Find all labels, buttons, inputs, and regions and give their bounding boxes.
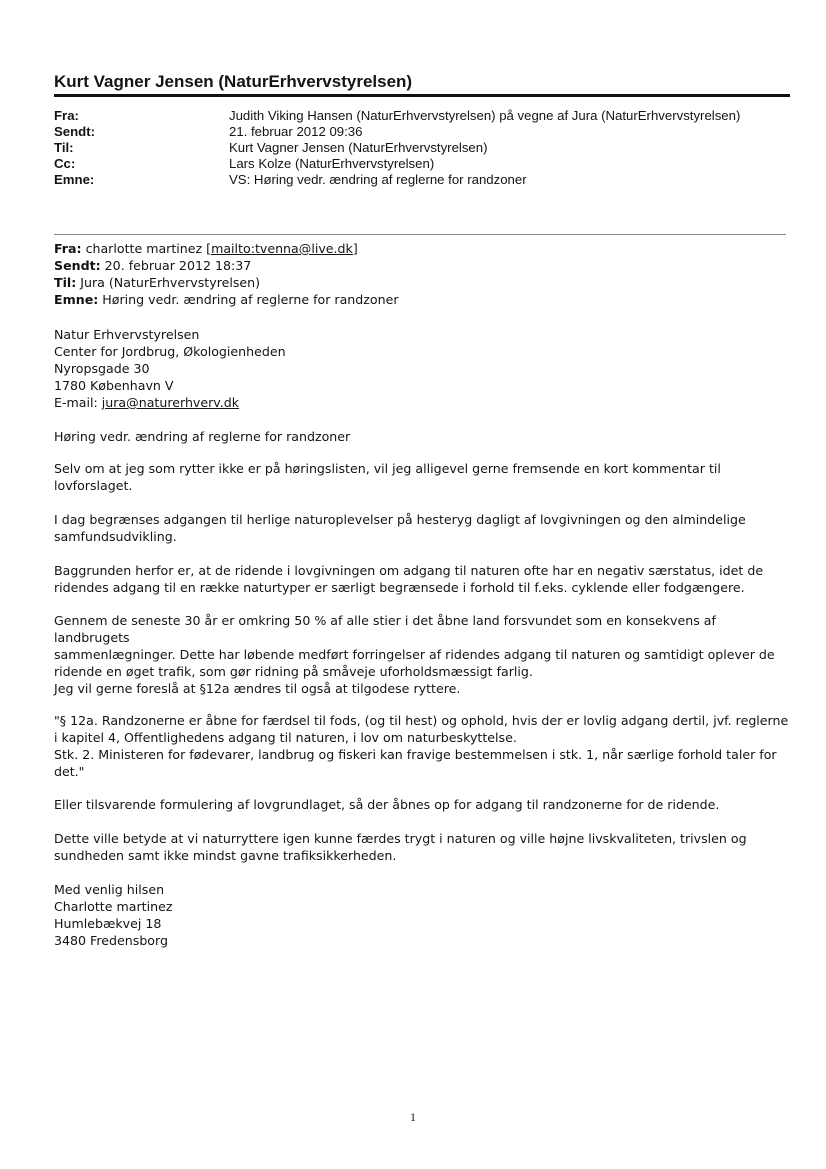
header-row-from — [54, 108, 794, 124]
header-label: Sendt: — [54, 124, 96, 139]
paragraph-line: i kapitel 4, Offentlighedens adgang til naturen, i lov om naturbeskyttelse. — [54, 730, 517, 745]
paragraph-line: samfundsudvikling. — [54, 529, 177, 544]
paragraph-line: Dette ville betyde at vi naturryttere igen kunne færdes trygt i naturen og ville højne livskvaliteten, trivslen og — [54, 831, 747, 846]
email-label: E-mail: — [54, 395, 98, 410]
page-title: Kurt Vagner Jensen (NaturErhvervstyrelsen) — [54, 72, 790, 97]
paragraph-line: Gennem de seneste 30 år er omkring 50 % af alle stier i det åbne land forsvundet som en konsekvens af landbrugets — [54, 613, 716, 645]
forwarded-sent-value: 20. februar 2012 18:37 — [104, 258, 252, 273]
paragraph-5 — [54, 680, 789, 697]
header-value: VS: Høring vedr. ændring af reglerne for randzoner — [229, 172, 527, 187]
header-value: Judith Viking Hansen (NaturErhvervstyrelsen) på vegne af Jura (NaturErhvervstyrelsen) — [229, 108, 741, 123]
signature-city: 3480 Fredensborg — [54, 933, 168, 948]
header-row-sent — [54, 124, 794, 140]
paragraph-line: Jeg vil gerne foreslå at §12a ændres til også at tilgodese ryttere. — [54, 681, 461, 696]
header-label: Emne: — [54, 172, 95, 187]
header-row-to — [54, 140, 794, 156]
signature-street: Humlebækvej 18 — [54, 916, 162, 931]
paragraph-7 — [54, 796, 789, 813]
paragraph-6 — [54, 712, 789, 780]
page-number: 1 — [410, 1110, 416, 1124]
address-line: 1780 København V — [54, 378, 174, 393]
header-label: Fra: — [54, 108, 79, 123]
paragraph-line: Eller tilsvarende formulering af lovgrundlaget, så der åbnes op for adgang til randzonerne for de ridende. — [54, 797, 720, 812]
forwarded-subject-label: Emne: — [54, 292, 99, 307]
paragraph-line: ridendes adgang til en række naturtyper er særligt begrænsede i forhold til f.eks. cyklende eller fodgængere. — [54, 580, 745, 595]
header-label: Til: — [54, 140, 74, 155]
forwarded-from-name: charlotte martinez — [85, 241, 203, 256]
paragraph-line: sammenlægninger. Dette har løbende medført forringelser af ridendes adgang til naturen og samtidigt oplever de — [54, 647, 775, 662]
forwarded-subject-row — [54, 291, 794, 308]
recipient-email-link[interactable]: jura@naturerhverv.dk — [101, 395, 240, 410]
header-value: Lars Kolze (NaturErhvervstyrelsen) — [229, 156, 435, 171]
paragraph-line: lovforslaget. — [54, 478, 133, 493]
signature-name: Charlotte martinez — [54, 899, 173, 914]
header-value: 21. februar 2012 09:36 — [229, 124, 363, 139]
signature-block — [54, 881, 789, 949]
forwarded-to-row — [54, 274, 794, 291]
header-row-subject — [54, 172, 794, 188]
forwarded-to-label: Til: — [54, 275, 77, 290]
paragraph-3 — [54, 562, 789, 596]
recipient-address — [54, 326, 789, 411]
forwarded-subject-value: Høring vedr. ændring af reglerne for randzoner — [102, 292, 399, 307]
paragraph-1 — [54, 460, 789, 494]
header-row-cc — [54, 156, 794, 172]
forwarded-from-label: Fra: — [54, 241, 82, 256]
address-line: Nyropsgade 30 — [54, 361, 150, 376]
paragraph-line: "§ 12a. Randzonerne er åbne for færdsel til fods, (og til hest) og ophold, hvis der er lovlig adgang dertil, jvf. reglerne — [54, 713, 789, 728]
header-separator — [54, 234, 786, 235]
paragraph-2 — [54, 511, 789, 545]
sender-mailto-link[interactable]: [mailto:tvenna@live.dk] — [206, 241, 358, 256]
paragraph-8 — [54, 830, 789, 864]
paragraph-line: ridende en øget trafik, som gør ridning på småveje uforholdsmæssigt farlig. — [54, 664, 533, 679]
paragraph-line: det." — [54, 764, 85, 779]
paragraph-line: I dag begrænses adgangen til herlige naturoplevelser på hesteryg dagligt af lovgivningen og den almindelige — [54, 512, 746, 527]
forwarded-from-row — [54, 240, 794, 257]
forwarded-sent-label: Sendt: — [54, 258, 101, 273]
paragraph-line: Selv om at jeg som rytter ikke er på høringslisten, vil jeg alligevel gerne fremsende en kort kommentar til — [54, 461, 721, 476]
header-label: Cc: — [54, 156, 76, 171]
header-value: Kurt Vagner Jensen (NaturErhvervstyrelsen) — [229, 140, 488, 155]
email-header — [54, 108, 794, 188]
address-line: Natur Erhvervstyrelsen — [54, 327, 200, 342]
forwarded-to-value: Jura (NaturErhvervstyrelsen) — [80, 275, 261, 290]
paragraph-4 — [54, 612, 789, 680]
address-line: Center for Jordbrug, Økologienheden — [54, 344, 286, 359]
paragraph-line: Baggrunden herfor er, at de ridende i lovgivningen om adgang til naturen ofte har en negativ særstatus, idet de — [54, 563, 764, 578]
paragraph-line: sundheden samt ikke mindst gavne trafiksikkerheden. — [54, 848, 397, 863]
subject-line — [54, 428, 789, 445]
forwarded-sent-row — [54, 257, 794, 274]
paragraph-line: Stk. 2. Ministeren for fødevarer, landbrug og fiskeri kan fravige bestemmelsen i stk. 1, når særlige forhold taler for — [54, 747, 777, 762]
email-line — [54, 394, 789, 411]
forwarded-header — [54, 240, 794, 308]
signature-greeting: Med venlig hilsen — [54, 882, 165, 897]
subject-text: Høring vedr. ændring af reglerne for randzoner — [54, 429, 351, 444]
